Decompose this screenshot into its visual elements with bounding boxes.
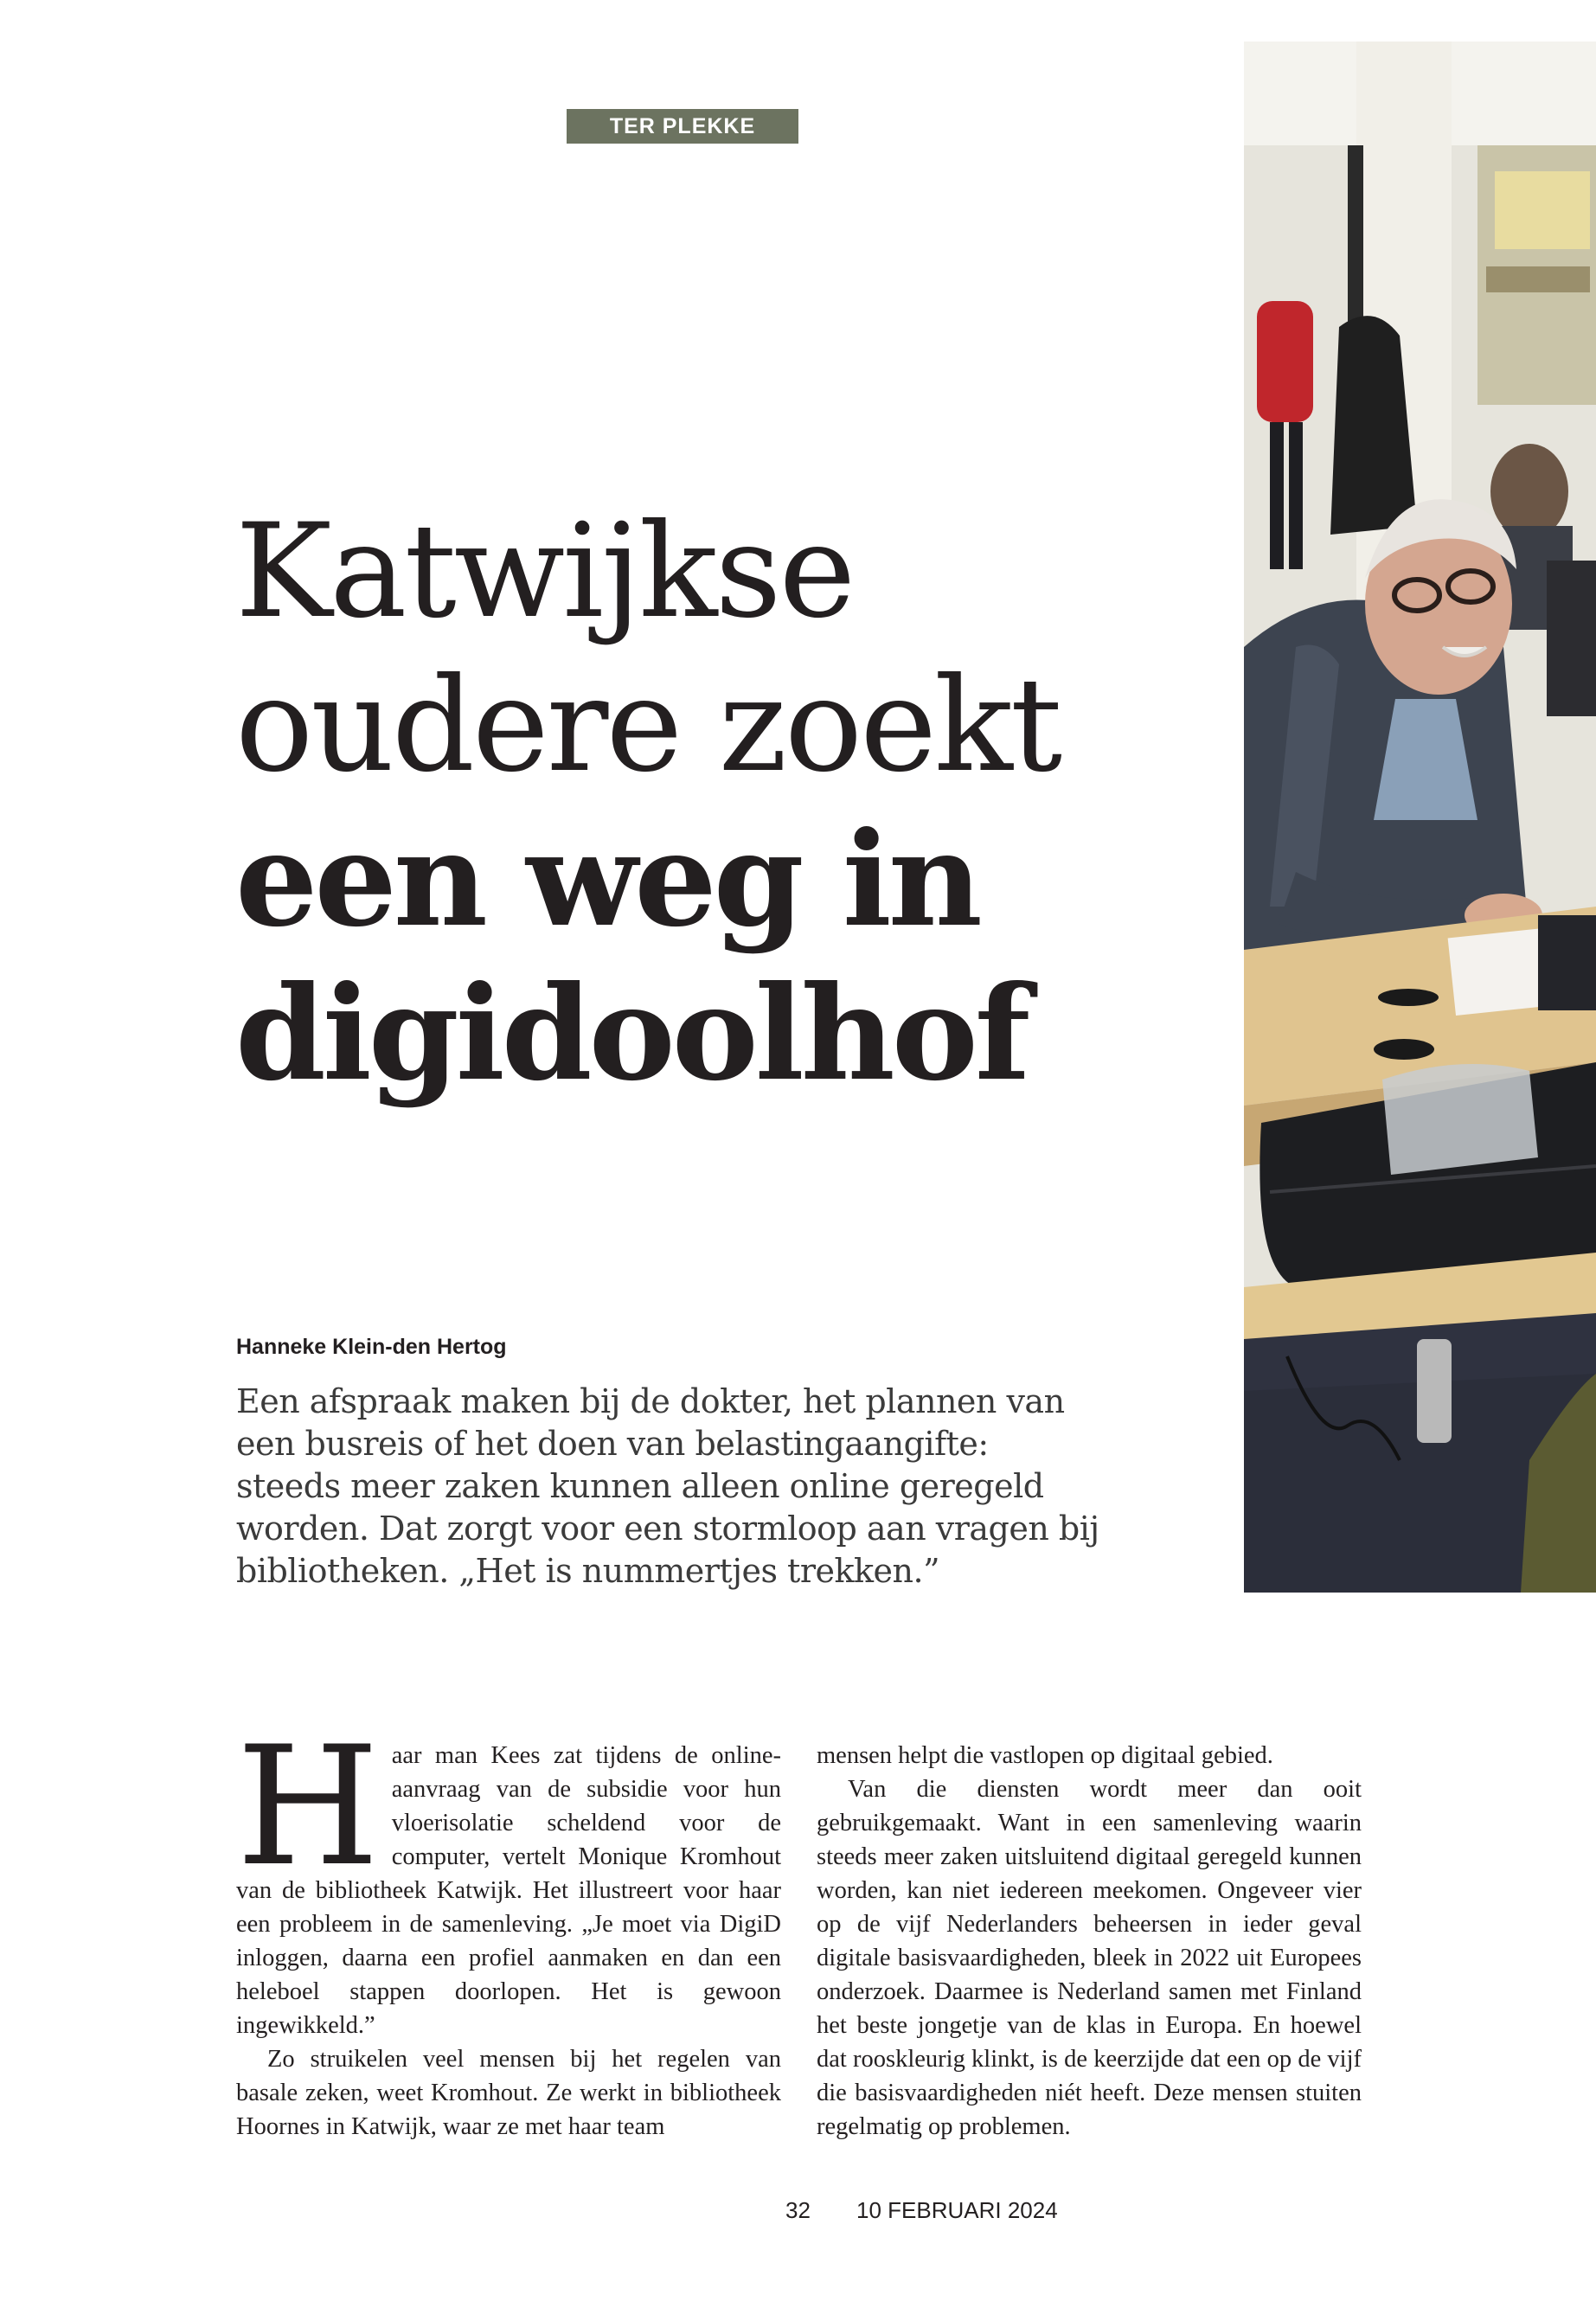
- headline-line-4: digidoolhof: [235, 958, 1028, 1110]
- body-paragraph: mensen helpt die vastlopen op digitaal gebied.: [817, 1742, 1273, 1769]
- headline: [235, 495, 1230, 1111]
- body-paragraph: Zo struikelen veel mensen bij het regelen van basale zeken, weet Kromhout. Ze werkt in bibliotheek Hoornes in Katwijk, waar ze met haar team: [236, 2046, 781, 2140]
- drop-cap: H: [236, 1711, 380, 1902]
- body-paragraph: [236, 1711, 781, 2042]
- headline-line-2: oudere zoekt: [235, 651, 1061, 801]
- article-photo: [1244, 42, 1596, 1593]
- body-paragraph-text: aar man Kees zat tijdens de online-aanvraag van de subsidie voor hun vloerisolatie scheldend voor de computer, vertelt Monique Kromhout van de bibliotheek Katwijk. Het illustreert voor haar een probleem in de samenleving. „Je moet via DigiD inloggen, daarna een profiel aanmaken en dan een heleboel stappen doorlopen. Het is gewoon ingewikkeld.”: [236, 1742, 781, 2039]
- section-tag: TER PLEKKE: [567, 109, 798, 144]
- headline-line-1: Katwijkse: [235, 497, 854, 647]
- headline-line-3: een weg in: [235, 804, 979, 956]
- issue-date: 10 FEBRUARI 2024: [856, 2197, 1058, 2223]
- body-paragraph: Van die diensten wordt meer dan ooit gebruikgemaakt. Want in een samenleving waarin steeds meer zaken uitsluitend digitaal geregeld kunnen worden, kan niet iedereen meekomen. Ongeveer vier op de vijf Nederlanders beheersen in ieder geval digitale basisvaardigheden, bleek in 2022 uit Europees onderzoek. Daarmee is Nederland samen met Finland het beste jongetje van de klas in Europa. En hoewel dat rooskleurig klinkt, is de keerzijde dat een op de vijf die basisvaardigheden niét heeft. Deze mensen stuiten regelmatig op problemen.: [817, 1776, 1362, 2140]
- body-column-right: [817, 1739, 1362, 2144]
- author-byline: Hanneke Klein-den Hertog: [236, 1335, 507, 1359]
- library-scene-illustration: [1244, 42, 1596, 1593]
- body-column-left: [236, 1711, 781, 2144]
- lead-paragraph: Een afspraak maken bij de dokter, het plannen van een busreis of het doen van belastingaangifte: steeds meer zaken kunnen alleen online geregeld worden. Dat zorgt voor een stormloop aan vragen bij bibliotheken. „Het is nummertjes trekken.”: [236, 1382, 1099, 1590]
- page-number: 32: [785, 2197, 811, 2223]
